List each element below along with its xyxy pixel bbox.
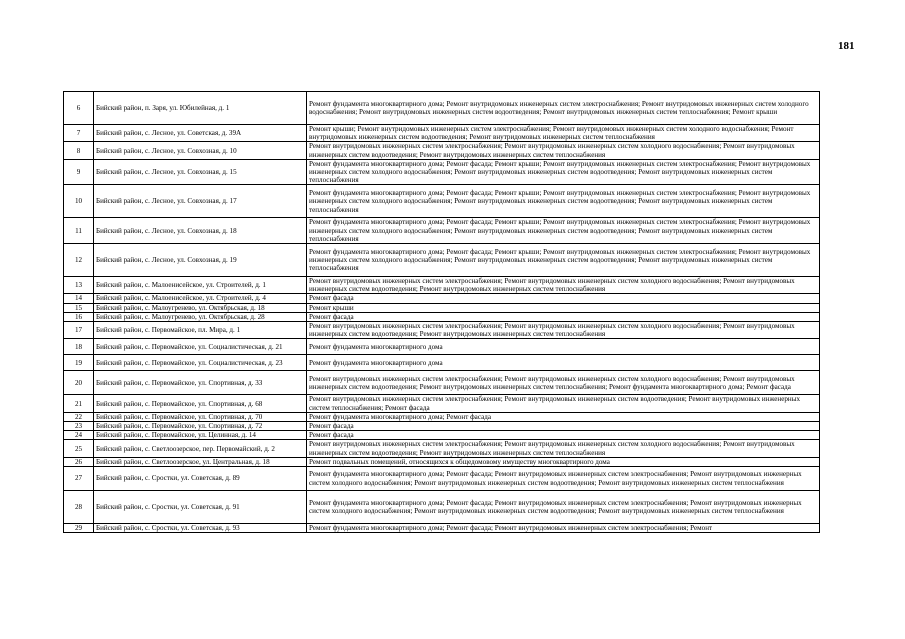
row-works: Ремонт фундамента многоквартирного дома; Ремонт фасада: [307, 412, 820, 421]
row-works: Ремонт фасада: [307, 431, 820, 440]
row-address: Бийский район, с. Малоугренево, ул. Октябрьская, д. 28: [94, 312, 307, 321]
row-address: Бийский район, с. Первомайское, пл. Мира, д. 1: [94, 322, 307, 339]
table-row: [64, 218, 820, 244]
row-number: 27: [64, 467, 94, 491]
row-number: 28: [64, 491, 94, 524]
table-row: [64, 524, 820, 533]
row-number: 29: [64, 524, 94, 533]
row-address: Бийский район, п. Заря, ул. Юбилейная, д. 1: [94, 92, 307, 125]
table-row: [64, 422, 820, 431]
row-works: Ремонт фундамента многоквартирного дома: [307, 355, 820, 371]
row-number: 13: [64, 277, 94, 294]
row-address: Бийский район, с. Первомайское, ул. Социалистическая, д. 23: [94, 355, 307, 371]
table-row: [64, 142, 820, 159]
row-works: Ремонт фасада: [307, 312, 820, 321]
row-number: 23: [64, 422, 94, 431]
row-address: Бийский район, с. Первомайское, ул. Спортивная, д. 33: [94, 371, 307, 395]
table-row: [64, 303, 820, 312]
row-address: Бийский район, с. Сростки, ул. Советская, д. 89: [94, 467, 307, 491]
row-address: Бийский район, с. Лесное, ул. Совхозная, д. 18: [94, 218, 307, 244]
row-number: 9: [64, 159, 94, 185]
row-works: Ремонт фасада: [307, 422, 820, 431]
row-number: 12: [64, 244, 94, 277]
row-works: Ремонт фундамента многоквартирного дома; Ремонт фасада; Ремонт внутридомовых инженерных систем электроснабжения; Ремонт внутридомовых инженерных систем холодного водоснабжения; Ремонт внутридомовых инженерных систем водоотведения; Ремонт внутридомовых инженерных систем теплоснабжения: [307, 491, 820, 524]
table-row: [64, 92, 820, 125]
row-address: Бийский район, с. Первомайское, ул. Спортивная, д. 68: [94, 395, 307, 412]
table-row: [64, 371, 820, 395]
table-row: [64, 491, 820, 524]
row-works: Ремонт фундамента многоквартирного дома; Ремонт фасада; Ремонт внутридомовых инженерных систем электроснабжения; Ремонт: [307, 524, 820, 533]
row-number: 19: [64, 355, 94, 371]
table-row: [64, 159, 820, 185]
row-works: Ремонт внутридомовых инженерных систем электроснабжения; Ремонт внутридомовых инженерных систем холодного водоснабжения; Ремонт внутридомовых инженерных систем водоотведения; Ремонт внутридомовых инженерных систем теплоснабжения: [307, 142, 820, 159]
row-address: Бийский район, с. Сростки, ул. Советская, д. 91: [94, 491, 307, 524]
table-row: [64, 322, 820, 339]
row-address: Бийский район, с. Лесное, ул. Совхозная, д. 10: [94, 142, 307, 159]
row-works: Ремонт фундамента многоквартирного дома; Ремонт фасада; Ремонт внутридомовых инженерных систем электроснабжения; Ремонт внутридомовых инженерных систем холодного водоснабжения; Ремонт внутридомовых инженерных систем водоотведения; Ремонт внутридомовых инженерных систем теплоснабжения: [307, 467, 820, 491]
table-row: [64, 440, 820, 457]
table-row: [64, 395, 820, 412]
row-number: 17: [64, 322, 94, 339]
row-address: Бийский район, с. Первомайское, ул. Спортивная, д. 72: [94, 422, 307, 431]
row-works: Ремонт внутридомовых инженерных систем электроснабжения; Ремонт внутридомовых инженерных систем холодного водоснабжения; Ремонт внутридомовых инженерных систем водоотведения; Ремонт внутридомовых инженерных систем теплоснабжения: [307, 440, 820, 457]
row-address: Бийский район, с. Малоенисейское, ул. Строителей, д. 1: [94, 277, 307, 294]
row-number: 18: [64, 339, 94, 355]
row-address: Бийский район, с. Первомайское, ул. Целинная, д. 14: [94, 431, 307, 440]
row-address: Бийский район, с. Сростки, ул. Советская, д. 93: [94, 524, 307, 533]
table-row: [64, 412, 820, 421]
row-number: 26: [64, 457, 94, 466]
row-works: Ремонт фундамента многоквартирного дома; Ремонт фасада; Ремонт крыши; Ремонт внутридомовых инженерных систем электроснабжения; Ремонт внутридомовых инженерных систем холодного водоснабжения; Ремонт внутридомовых инженерных систем водоотведения; Ремонт внутридомовых инженерных систем теплоснабжения: [307, 218, 820, 244]
row-number: 7: [64, 125, 94, 142]
row-address: Бийский район, с. Лесное, ул. Совхозная, д. 17: [94, 185, 307, 218]
row-works: Ремонт внутридомовых инженерных систем электроснабжения; Ремонт внутридомовых инженерных систем холодного водоснабжения; Ремонт внутридомовых инженерных систем водоотведения; Ремонт внутридомовых инженерных систем теплоснабжения: [307, 322, 820, 339]
row-number: 25: [64, 440, 94, 457]
row-number: 14: [64, 294, 94, 303]
row-address: Бийский район, с. Малоенисейское, ул. Строителей, д. 4: [94, 294, 307, 303]
row-works: Ремонт внутридомовых инженерных систем электроснабжения; Ремонт внутридомовых инженерных систем водоотведения; Ремонт внутридомовых инженерных систем теплоснабжения; Ремонт фасада: [307, 395, 820, 412]
row-number: 22: [64, 412, 94, 421]
row-works: Ремонт фундамента многоквартирного дома; Ремонт фасада; Ремонт крыши; Ремонт внутридомовых инженерных систем электроснабжения; Ремонт внутридомовых инженерных систем холодного водоснабжения; Ремонт внутридомовых инженерных систем водоотведения; Ремонт внутридомовых инженерных систем теплоснабжения: [307, 244, 820, 277]
row-address: Бийский район, с. Первомайское, ул. Спортивная, д. 70: [94, 412, 307, 421]
repair-registry-table: [63, 91, 820, 533]
row-number: 16: [64, 312, 94, 321]
row-address: Бийский район, с. Первомайское, ул. Социалистическая, д. 21: [94, 339, 307, 355]
row-number: 15: [64, 303, 94, 312]
row-works: Ремонт внутридомовых инженерных систем электроснабжения; Ремонт внутридомовых инженерных систем холодного водоснабжения; Ремонт внутридомовых инженерных систем водоотведения; Ремонт внутридомовых инженерных систем теплоснабжения; Ремонт фундамента многоквартирного дома; Ремонт фасада: [307, 371, 820, 395]
row-number: 11: [64, 218, 94, 244]
table-row: [64, 467, 820, 491]
registry-body: [64, 92, 820, 533]
table-row: [64, 244, 820, 277]
table-row: [64, 125, 820, 142]
row-address: Бийский район, с. Светлоозерское, пер. Первомайский, д. 2: [94, 440, 307, 457]
row-number: 10: [64, 185, 94, 218]
table-row: [64, 185, 820, 218]
row-address: Бийский район, с. Лесное, ул. Совхозная, д. 19: [94, 244, 307, 277]
table-row: [64, 277, 820, 294]
row-works: Ремонт фасада: [307, 294, 820, 303]
table-row: [64, 431, 820, 440]
row-number: 21: [64, 395, 94, 412]
row-address: Бийский район, с. Лесное, ул. Советская, д. 39А: [94, 125, 307, 142]
row-number: 6: [64, 92, 94, 125]
table-row: [64, 339, 820, 355]
row-address: Бийский район, с. Малоугренево, ул. Октябрьская, д. 18: [94, 303, 307, 312]
row-address: Бийский район, с. Светлоозерское, ул. Центральная, д. 18: [94, 457, 307, 466]
row-number: 20: [64, 371, 94, 395]
row-address: Бийский район, с. Лесное, ул. Совхозная, д. 15: [94, 159, 307, 185]
row-works: Ремонт фундамента многоквартирного дома: [307, 339, 820, 355]
row-number: 24: [64, 431, 94, 440]
table-row: [64, 355, 820, 371]
table-row: [64, 457, 820, 466]
row-works: Ремонт фундамента многоквартирного дома; Ремонт фасада; Ремонт крыши; Ремонт внутридомовых инженерных систем электроснабжения; Ремонт внутридомовых инженерных систем холодного водоснабжения; Ремонт внутридомовых инженерных систем водоотведения; Ремонт внутридомовых инженерных систем теплоснабжения: [307, 185, 820, 218]
row-works: Ремонт крыши: [307, 303, 820, 312]
row-works: Ремонт внутридомовых инженерных систем электроснабжения; Ремонт внутридомовых инженерных систем холодного водоснабжения; Ремонт внутридомовых инженерных систем водоотведения; Ремонт внутридомовых инженерных систем теплоснабжения: [307, 277, 820, 294]
table-row: [64, 312, 820, 321]
table-row: [64, 294, 820, 303]
row-works: Ремонт фундамента многоквартирного дома; Ремонт фасада; Ремонт крыши; Ремонт внутридомовых инженерных систем электроснабжения; Ремонт внутридомовых инженерных систем холодного водоснабжения; Ремонт внутридомовых инженерных систем водоотведения; Ремонт внутридомовых инженерных систем теплоснабжения: [307, 159, 820, 185]
row-works: Ремонт фундамента многоквартирного дома; Ремонт внутридомовых инженерных систем электроснабжения; Ремонт внутридомовых инженерных систем холодного водоснабжения; Ремонт внутридомовых инженерных систем водоотведения; Ремонт внутридомовых инженерных систем теплоснабжения; Ремонт крыши: [307, 92, 820, 125]
row-number: 8: [64, 142, 94, 159]
page-number: 181: [838, 40, 855, 52]
row-works: Ремонт подвальных помещений, относящихся к общедомовому имуществу многоквартирного дома: [307, 457, 820, 466]
row-works: Ремонт крыши; Ремонт внутридомовых инженерных систем электроснабжения; Ремонт внутридомовых инженерных систем холодного водоснабжения; Ремонт внутридомовых инженерных систем водоотведения; Ремонт внутридомовых инженерных систем теплоснабжения: [307, 125, 820, 142]
